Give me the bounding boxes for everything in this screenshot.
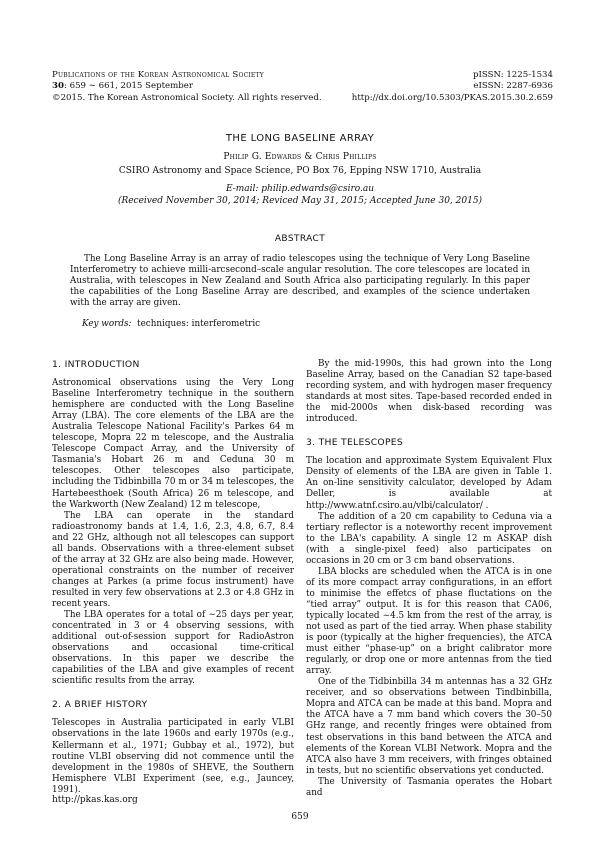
section-heading-telescopes: 3. THE TELESCOPES — [306, 437, 404, 449]
pages-date: : 659 ∼ 661, 2015 September — [63, 81, 193, 92]
left-column — [52, 359, 294, 796]
doi-link[interactable]: http://dx.doi.org/10.5303/PKAS.2015.30.2.659 — [351, 92, 553, 103]
paragraph: The LBA can operate in the standard radioastronomy bands at 1.4, 1.6, 2.3, 4.8, 6.7, 8.4 and 22 GHz, although not all telescopes can support all bands. Observations with a three-element subset of the array at 32 GHz are also being made. However, operational constraints on the number of receiver changes at Parkes (a prime focus instrument) have resulted in very few observations at 2.3 or 4.8 GHz in recent years. — [52, 510, 294, 609]
page-number: 659 — [291, 812, 309, 822]
paragraph: The LBA operates for a total of ∼25 days per year, concentrated in 3 or 4 observing sessions, with additional out-of-session support for RadioAstron observations and occasional time-critical observations. In this paper we describe the capabilities of the LBA and give examples of recent scientific results from the array. — [52, 610, 294, 687]
email: E-mail: philip.edwards@csiro.au — [225, 184, 375, 194]
eissn: eISSN: 2287-6936 — [473, 81, 553, 92]
paragraph: The location and approximate System Equivalent Flux Density of elements of the LBA are given in Table 1. An on-line sensitivity calculator, developed by Adam Deller, is available at http://www.atnf.csiro.au/vlbi/calculator/ . — [306, 456, 552, 511]
journal-header-right — [303, 70, 553, 104]
paragraph: Astronomical observations using the Very Long Baseline Interferometry technique in the southern hemisphere are conducted with the Long Baseline Array (LBA). The core elements of the LBA are the Australia Telescope National Facility's Parkes 64 m telescope, Mopra 22 m telescope, and the Australia Telescope Compact Array, and the University of Tasmania's Hobart 26 m and Ceduna 30 m telescopes. Other telescopes also participate, including the Tidbinbilla 70 m or 34 m telescopes, the Hartebeesthoek (South Africa) 26 m telescope, and the Warkworth (New Zealand) 12 m telescope, — [52, 378, 294, 510]
footer-url[interactable]: http://pkas.kas.org — [52, 795, 138, 805]
section-heading-history: 2. A BRIEF HISTORY — [52, 699, 148, 711]
copyright: ©2015. The Korean Astronomical Society. All rights reserved. — [52, 92, 322, 103]
paragraph: By the mid-1990s, this had grown into the Long Baseline Array, based on the Canadian S2 tape-based recording system, and with hydrogen maser frequency standards at most sites. Tape-based recorded ended in the mid-2000s when disk-based recording was introduced. — [306, 359, 552, 425]
journal-name: Publications of the Korean Astronomical Society — [52, 70, 264, 80]
abstract-heading: ABSTRACT — [274, 234, 326, 244]
paragraph: The addition of a 20 cm capability to Ceduna via a tertiary reflector is a noteworthy recent improvement to the LBA's capability. A single 12 m ASKAP dish (with a single-pixel feed) also participates on occasions in 20 cm or 3 cm band observations. — [306, 511, 552, 566]
paragraph: LBA blocks are scheduled when the ATCA is in one of its more compact array configurations, in an effort to minimise the effetcs of phase fluctations on the “tied array” output. It is for this reason that CA06, typically located ∼4.5 km from the rest of the array, is not used as part of the tied array. When phase stability is poor (typically at the higher frequencies), the ATCA must either “phase-up” on a bright calibrator more regularly, or drop one or more antennas from the tied array. — [306, 566, 552, 677]
keywords-value: techniques: interferometric — [137, 319, 261, 329]
paragraph: Telescopes in Australia participated in early VLBI observations in the late 1960s and early 1970s (e.g., Kellermann et al., 1971; Gubbay et al., 1972), but routine VLBI observing did not commence until the development in the 1980s of SHEVE, the Southern Hemisphere VLBI Experiment (see, e.g., Jauncey, 1991). — [52, 718, 294, 795]
affiliation: CSIRO Astronomy and Space Science, PO Box 76, Epping NSW 1710, Australia — [118, 166, 482, 176]
abstract-text: The Long Baseline Array is an array of radio telescopes using the technique of Very Long Baseline Interferometry to achieve milli-arcsecond–scale angular resolution. The core telescopes are located in Australia, with telescopes in New Zealand and South Africa also participating regularly. In this paper the capabilities of the Long Baseline Array are described, and examples of the science undertaken with the array are given. — [70, 254, 530, 308]
keywords — [82, 319, 532, 329]
paragraph: The University of Tasmania operates the Hobart and — [306, 776, 552, 798]
paragraph: One of the Tidbinbilla 34 m antennas has a 32 GHz receiver, and so observations between Tindbinbilla, Mopra and ATCA can be made at this band. Mopra and the ATCA have a 7 mm band which covers the 30–50 GHz range, and recently fringes were obtained from test observations in this band between the ATCA and elements of the Korean VLBI Network. Mopra and the ATCA also have 3 mm receivers, with fringes obtained in tests, but no scientific observations yet conducted. — [306, 677, 553, 776]
authors: Philip G. Edwards & Chris Phillips — [223, 152, 377, 162]
keywords-label: Key words: — [82, 319, 132, 329]
section-heading-introduction: 1. INTRODUCTION — [52, 359, 140, 370]
received-dates: (Received November 30, 2014; Reviced May 31, 2015; Accepted June 30, 2015) — [117, 196, 483, 206]
pissn: pISSN: 1225-1534 — [472, 70, 553, 80]
right-column — [306, 359, 552, 799]
paper-title: THE LONG BASELINE ARRAY — [225, 133, 375, 144]
volume-number: 30 — [52, 81, 64, 92]
